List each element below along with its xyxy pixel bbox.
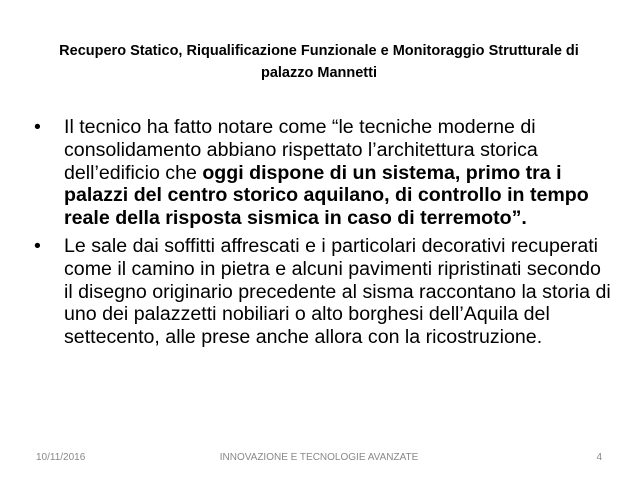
slide-title-line2: palazzo Mannetti — [260, 65, 377, 81]
slide-body — [34, 116, 614, 354]
bullet-1-text: Il tecnico ha fatto notare come “le tecniche moderne di consolidamento abbiano rispettato l’architettura storica dell’edificio che — [64, 116, 538, 184]
footer-page-number: 4 — [596, 452, 602, 463]
bullet-2-text: Le sale dai soffitti affrescati e i particolari decorativi recuperati come il camino in pietra e alcuni pavimenti ripristinati secondo il disegno originario precedente al sisma raccontano la storia di uno dei palazzetti nobiliari o alto borghesi dell’Aquila del settecento, alle prese anche allora con la ricostruzione. — [64, 234, 611, 349]
footer-title: INNOVAZIONE E TECNOLOGIE AVANZATE — [219, 452, 419, 463]
slide-title — [40, 40, 598, 84]
slide-title-line1: Recupero Statico, Riqualificazione Funzionale e Monitoraggio Strutturale di — [59, 43, 579, 59]
bullet-icon: • — [34, 116, 41, 138]
bullet-item-1 — [34, 116, 614, 230]
footer-date: 10/11/2016 — [36, 452, 86, 463]
bullet-1-bold-text: oggi dispone di un sistema, primo tra i palazzi del centro storico aquilano, di controllo in tempo reale della risposta sismica in caso di terremoto”. — [64, 161, 589, 230]
bullet-item-2 — [34, 235, 614, 349]
bullet-icon: • — [34, 234, 41, 257]
